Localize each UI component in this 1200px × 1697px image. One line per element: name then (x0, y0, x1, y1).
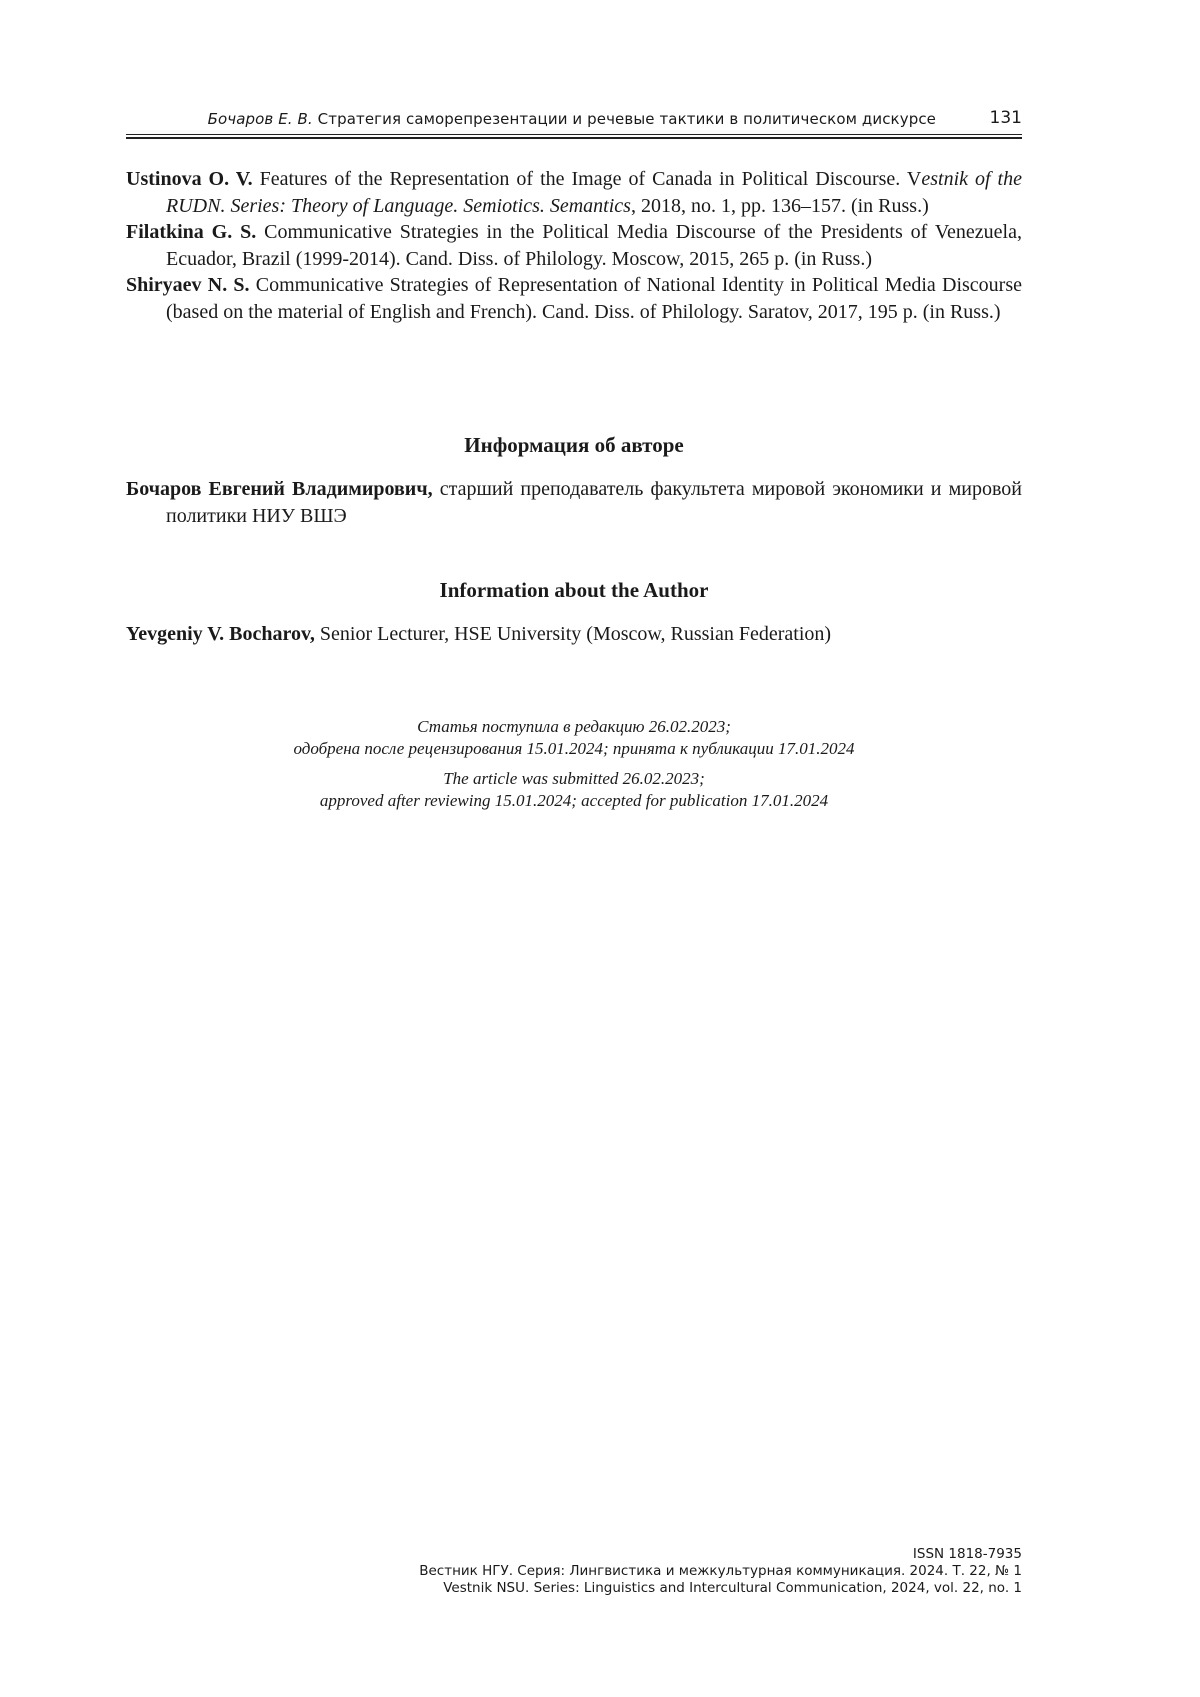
author-name-en: Yevgeniy V. Bocharov, (126, 623, 315, 645)
author-description-en: Senior Lecturer, HSE University (Moscow, Russian Federation) (314, 623, 832, 645)
author-info-ru-text (126, 476, 1022, 529)
dates-ru-line2: одобрена после рецензирования 15.01.2024; принята к публикации 17.01.2024 (293, 739, 855, 758)
article-dates-ru (126, 716, 1022, 760)
header-rule (126, 134, 1022, 139)
dates-ru-line1: Статья поступила в редакцию 26.02.2023; (417, 717, 731, 736)
page-number: 131 (989, 108, 1022, 128)
reference-text-tail: , 2018, no. 1, pp. 136–157. (in Russ.) (630, 194, 929, 217)
running-header (126, 108, 1022, 134)
reference-text: Communicative Strategies of Representation of National Identity in Political Media Discourse (based on the material of English and French). Cand. Diss. of Philology. Saratov, 2017, 195 p. (in Russ.) (166, 274, 1022, 323)
footer-journal-ru: Вестник НГУ. Серия: Лингвистика и межкультурная коммуникация. 2024. Т. 22, № 1 (419, 1563, 1022, 1579)
page-footer (419, 1546, 1022, 1597)
reference-item (126, 272, 1022, 325)
reference-author: Filatkina G. S. (126, 221, 257, 243)
reference-item (126, 219, 1022, 272)
reference-list (126, 166, 1022, 325)
header-author: Бочаров Е. В. (207, 110, 313, 128)
article-dates-en (126, 768, 1022, 812)
author-info-en-text (126, 621, 1022, 648)
author-description-ru: старший преподаватель факультета мировой экономики и мировой политики НИУ ВШЭ (166, 478, 1022, 527)
footer-issn: ISSN 1818-7935 (912, 1546, 1022, 1562)
reference-author: Ustinova O. V. (126, 168, 253, 190)
reference-journal: estnik of the RUDN. Series: Theory of Language. Semiotics. Semantics (166, 168, 1022, 217)
author-info-heading-ru: Информация об авторе (464, 433, 684, 457)
reference-text: Features of the Representation of the Image of Canada in Political Discourse. V (252, 168, 922, 190)
footer-journal-en: Vestnik NSU. Series: Linguistics and Intercultural Communication, 2024, vol. 22, no. 1 (443, 1580, 1022, 1596)
reference-item (126, 166, 1022, 219)
reference-text: Communicative Strategies in the Political Media Discourse of the Presidents of Venezuela, Ecuador, Brazil (1999-2014). Cand. Diss. of Philology. Moscow, 2015, 265 p. (in Russ.) (166, 221, 1022, 270)
header-article-title: Стратегия саморепрезентации и речевые тактики в политическом дискурсе (317, 110, 936, 128)
author-info-ru (126, 476, 1022, 529)
author-info-heading-en: Information about the Author (439, 578, 709, 602)
dates-en-line1: The article was submitted 26.02.2023; (443, 769, 705, 788)
author-name-ru: Бочаров Евгений Владимирович, (126, 478, 433, 500)
dates-en-line2: approved after reviewing 15.01.2024; accepted for publication 17.01.2024 (319, 791, 829, 810)
author-info-en (126, 621, 1022, 648)
header-title-line (126, 110, 936, 128)
reference-author: Shiryaev N. S. (126, 274, 250, 296)
